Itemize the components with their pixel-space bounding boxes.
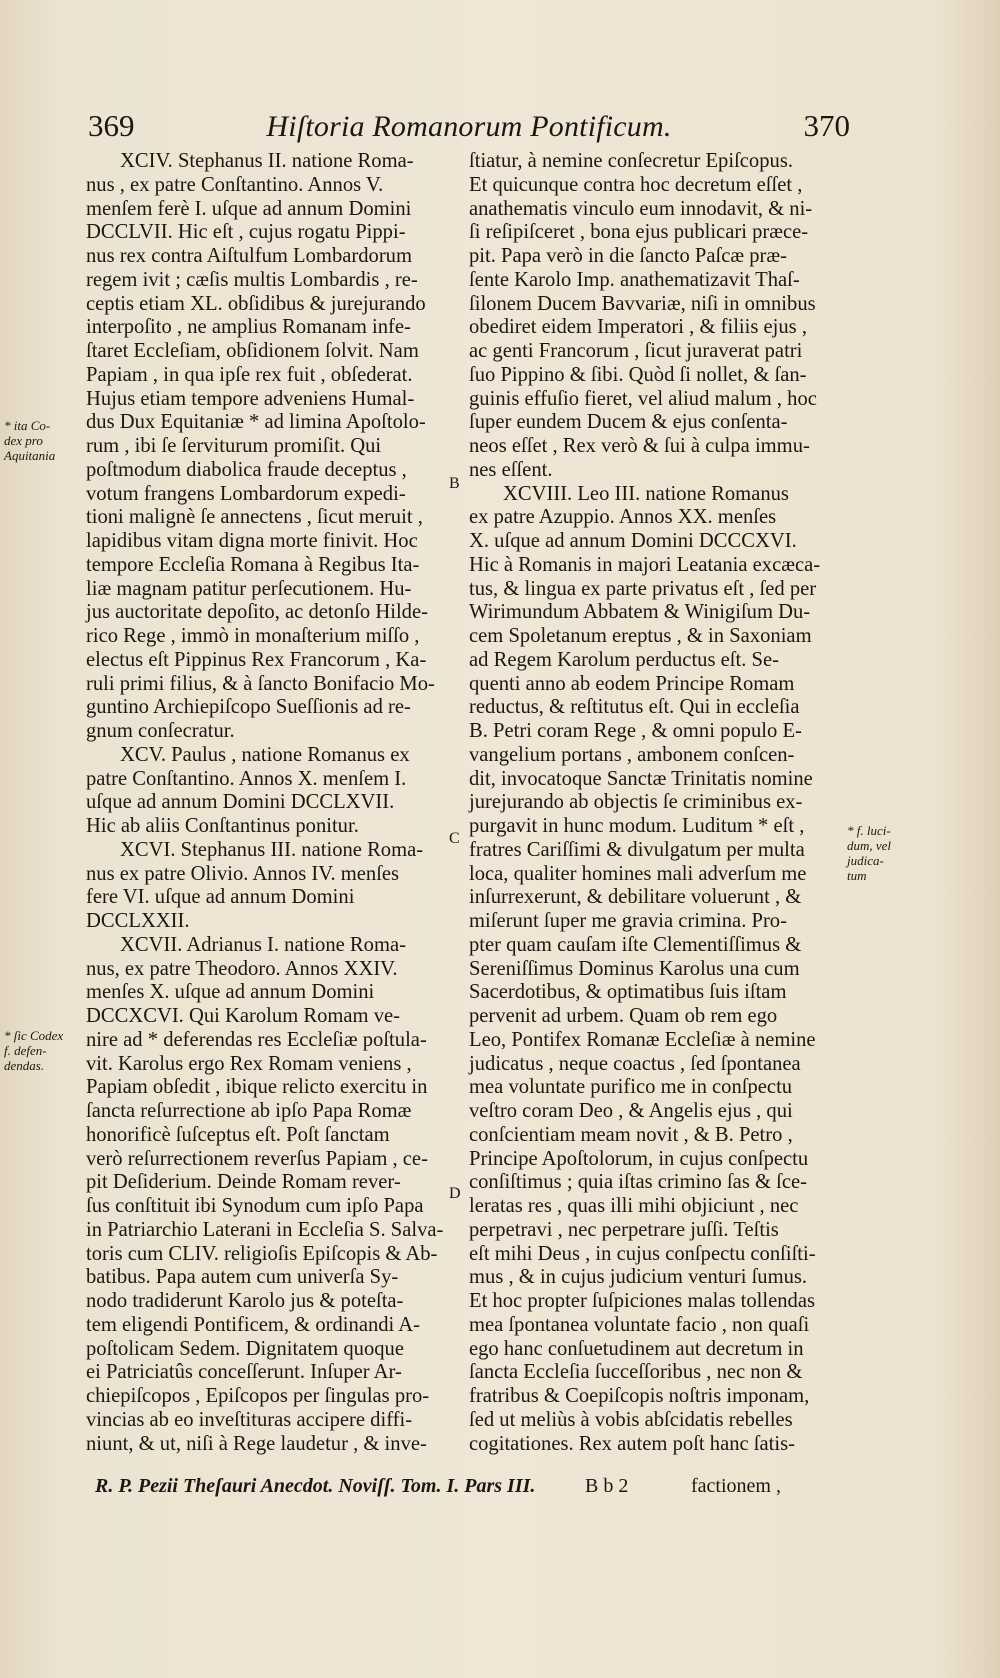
text-line: ego hanc conſuetudinem aut decretum in (469, 1337, 804, 1360)
text-line: inſurrexerunt, & debilitare voluerunt , & (469, 886, 802, 909)
text-line: leratas res , quas illi mihi objiciunt , nec (469, 1195, 799, 1217)
text-line: ſed ut meliùs à vobis abſcidatis rebelles (469, 1408, 793, 1431)
text-line: vit. Karolus ergo Rex Romam veniens , (86, 1052, 412, 1075)
text-line: Et hoc propter ſuſpiciones malas tollendas (469, 1290, 816, 1312)
running-title: Hiſtoria Romanorum Pontificum. (266, 110, 672, 143)
text-line: jus auctoritate depoſito, ac detonſo Hilde- (86, 601, 428, 624)
text-line: mea voluntate purifico me in conſpectu (469, 1076, 793, 1099)
right-text-column (469, 150, 841, 1456)
page-number-right: 370 (803, 108, 850, 143)
text-line: nodo tradiderunt Karolo jus & poteſta- (86, 1290, 404, 1312)
catchword: factionem , (691, 1475, 781, 1497)
text-line: ad Regem Karolum perductus eſt. Se- (469, 648, 779, 671)
margin-note-lucidum: * f. luci- dum, vel judica- tum (847, 823, 892, 883)
text-line: liæ magnam patitur perſecutionem. Hu- (86, 577, 412, 600)
text-line: votum frangens Lombardorum expedi- (86, 482, 406, 505)
margin-note-sic-codex: * ſic Codex f. defen- dendas. (4, 1028, 64, 1073)
text-line: XCVIII. Leo III. natione Romanus (503, 482, 789, 505)
text-line: B. Petri coram Rege , & omni populo E- (469, 720, 802, 742)
text-line: ſtiatur, à nemine conſecretur Epiſcopus. (469, 150, 793, 172)
text-line: interpoſito , ne amplius Romanam infe- (86, 316, 411, 339)
text-line: Leo, Pontifex Romanæ Eccleſiæ à nemine (469, 1028, 816, 1051)
text-line: toris cum CLIV. religioſis Epiſcopis & Ab- (86, 1242, 438, 1265)
text-line: X. uſque ad annum Domini DCCCXVI. (469, 530, 797, 552)
footer-source: R. P. Pezii Theſauri Anecdot. Noviſſ. Tom. I. Pars III. (95, 1475, 536, 1497)
text-line: DCCLXXII. (86, 910, 190, 932)
text-line: Hic à Romanis in majori Leatania excæca- (469, 553, 821, 576)
signature-mark: B b 2 (585, 1475, 629, 1497)
text-line: Hujus etiam tempore adveniens Humal- (86, 387, 415, 410)
text-line: tus, & lingua ex parte privatus eſt , ſed per (469, 577, 817, 600)
text-line: veſtro coram Deo , & Angelis ejus , qui (469, 1100, 793, 1122)
text-line: uſque ad annum Domini DCCLXVII. (86, 791, 395, 814)
text-line: chiepiſcopos , Epiſcopos per ſingulas pro- (86, 1385, 430, 1407)
text-line: batibus. Papa autem cum univerſa Sy- (86, 1266, 399, 1289)
text-line: XCVII. Adrianus I. natione Roma- (120, 933, 406, 956)
text-line: purgavit in hunc modum. Luditum * eſt , (469, 815, 805, 837)
text-line: Papiam , in qua ipſe rex fuit , obſederat. (86, 363, 413, 386)
text-line: ſuo Pippino & ſibi. Quòd ſi nollet, & ſan- (469, 363, 807, 386)
text-line: verò reſurrectionem reverſus Papiam , ce- (86, 1147, 428, 1170)
text-line: fere VI. uſque ad annum Domini (86, 886, 355, 909)
page-header (88, 108, 850, 152)
text-line: anathematis vinculo eum innodavit, & ni- (469, 197, 813, 220)
text-line: fratres Cariſſimi & divulgatum per multa (469, 838, 805, 861)
text-line: menſem ferè I. uſque ad annum Domini (86, 197, 412, 220)
text-line: neos eſſet , Rex verò & ſui à culpa immu- (469, 435, 810, 457)
text-line: nus, ex patre Theodoro. Annos XXIV. (86, 957, 398, 980)
text-line: reductus, & reſtitutus eſt. Qui in eccleſia (469, 696, 800, 719)
text-line: XCIV. Stephanus II. natione Roma- (120, 150, 414, 172)
text-line: regem ivit ; cæſis multis Lombardis , re- (86, 268, 418, 291)
text-line: Sacerdotibus, & optimatibus ſuis iſtam (469, 981, 787, 1004)
text-line: guntino Archiepiſcopo Sueſſionis ad re- (86, 696, 411, 719)
text-line: dus Dux Equitaniæ * ad limina Apoſtolo- (86, 411, 426, 434)
text-line: tempore Eccleſia Romana à Regibus Ita- (86, 553, 420, 576)
text-line: ſuper eundem Ducem & ejus conſenta- (469, 411, 788, 434)
text-line: ſancta reſurrectione ab ipſo Papa Romæ (86, 1100, 412, 1122)
text-line: mea ſpontanea voluntate facio , non quaſi (469, 1313, 810, 1336)
text-line: eſt mihi Deus , in cujus conſpectu conſiſti- (469, 1242, 816, 1265)
text-line: gnum conſecratur. (86, 720, 235, 742)
text-line: mus , & in cujus judicium venturi ſumus. (469, 1266, 808, 1289)
text-line: nire ad * deferendas res Eccleſiæ poſtula- (86, 1028, 427, 1051)
text-line: ſtaret Eccleſiam, obſidionem ſolvit. Nam (86, 340, 419, 362)
text-line: pervenit ad urbem. Quam ob rem ego (469, 1005, 778, 1027)
text-line: ac genti Francorum , ſicut juraverat patri (469, 340, 803, 362)
margin-note-ita-codex: * ita Co- dex pro Aquitania (4, 418, 56, 463)
text-line: nes eſſent. (469, 458, 553, 481)
text-line: ſancta Eccleſia ſucceſſoribus , nec non & (469, 1361, 803, 1384)
text-line: Sereniſſimus Dominus Karolus una cum (469, 957, 800, 980)
text-line: cem Spoletanum ereptus , & in Saxoniam (469, 625, 812, 647)
text-line: Hic ab aliis Conſtantinus ponitur. (86, 815, 359, 837)
text-line: XCV. Paulus , natione Romanus ex (120, 743, 410, 766)
text-line: pit Deſiderium. Deinde Romam rever- (86, 1171, 401, 1194)
text-line: quenti anno ab eodem Principe Romam (469, 672, 795, 695)
text-line: electus eſt Pippinus Rex Francorum , Ka- (86, 648, 427, 671)
text-line: ſi reſipiſceret , bona ejus publicari præce- (469, 221, 809, 244)
text-line: miſerunt ſuper me gravia crimina. Pro- (469, 910, 787, 932)
text-line: XCVI. Stephanus III. natione Roma- (120, 838, 424, 861)
text-line: poſtmodum diabolica fraude deceptus , (86, 458, 407, 481)
text-line: jurejurando ab objectis ſe criminibus ex- (469, 791, 803, 814)
text-line: pter quam cauſam iſte Clementiſſimus & (469, 933, 802, 956)
text-line: Wirimundum Abbatem & Winigiſum Du- (469, 601, 811, 624)
section-marker-d: D (449, 1185, 461, 1202)
left-text-column (86, 150, 458, 1456)
text-line: vangelium portans , ambonem conſcen- (469, 743, 795, 766)
text-line: conſiſtimus ; quia iſtas crimino ſas & ſce- (469, 1171, 808, 1194)
text-line: judicatus , neque coactus , ſed ſpontanea (469, 1052, 801, 1075)
text-line: poſtolicam Sedem. Dignitatem quoque (86, 1337, 404, 1360)
page-footer (95, 1475, 855, 1501)
text-line: menſes X. uſque ad annum Domini (86, 981, 375, 1004)
text-line: nus ex patre Olivio. Annos IV. menſes (86, 862, 400, 885)
text-line: obediret eidem Imperatori , & filiis ejus , (469, 316, 807, 339)
text-line: dit, invocatoque Sanctæ Trinitatis nomine (469, 767, 813, 790)
text-line: niunt, & ut, niſi à Rege laudetur , & inve- (86, 1432, 427, 1455)
text-line: rico Rege , immò in monaſterium miſſo , (86, 625, 420, 647)
text-line: ceptis etiam XL. obſidibus & jurejurando (86, 292, 426, 315)
text-line: Principe Apoſtolorum, in cujus conſpectu (469, 1147, 809, 1170)
text-line: ruli primi filius, & à ſancto Bonifacio Mo- (86, 672, 435, 695)
text-line: tem eligendi Pontificem, & ordinandi A- (86, 1313, 421, 1336)
text-line: nus rex contra Aiſtulfum Lombardorum (86, 245, 413, 267)
text-line: guinis effuſio fieret, vel aliud malum , hoc (469, 387, 817, 410)
section-marker-c: C (449, 830, 460, 847)
text-line: vincias ab eo inveſtituras accipere diffi- (86, 1408, 413, 1431)
text-line: loca, qualiter homines mali adverſum me (469, 862, 807, 885)
section-marker-b: B (449, 475, 460, 492)
text-line: rum , ibi ſe ſerviturum promiſit. Qui (86, 435, 382, 457)
text-line: cogitationes. Rex autem poſt hanc ſatis- (469, 1432, 795, 1455)
text-line: pit. Papa verò in die ſancto Paſcæ præ- (469, 245, 787, 267)
text-line: fratribus & Coepiſcopis noſtris imponam, (469, 1385, 810, 1407)
text-line: Et quicunque contra hoc decretum eſſet , (469, 173, 803, 196)
text-line: ei Patriciatûs conceſſerunt. Inſuper Ar- (86, 1361, 402, 1384)
text-line: Papiam obſedit , ibique relicto exercitu in (86, 1076, 428, 1099)
text-line: conſcientiam meam novit , & B. Petro , (469, 1123, 793, 1146)
page-number-left: 369 (88, 108, 135, 143)
text-line: perpetravi , nec perpetrare juſſi. Teſtis (469, 1218, 779, 1241)
text-line: tioni malignè ſe annectens , ſicut meruit , (86, 506, 423, 529)
text-line: patre Conſtantino. Annos X. menſem I. (86, 767, 407, 790)
text-line: ſilonem Ducem Bavvariæ, niſi in omnibus (469, 292, 816, 315)
text-line: ſus conſtituit ibi Synodum cum ipſo Papa (86, 1195, 424, 1217)
text-line: lapidibus vitam digna morte finivit. Hoc (86, 530, 418, 552)
text-line: in Patriarchio Laterani in Eccleſia S. Salva- (86, 1218, 444, 1241)
text-line: ſente Karolo Imp. anathematizavit Thaſ- (469, 268, 800, 291)
text-line: honorificè ſuſceptus eſt. Poſt ſanctam (86, 1123, 390, 1146)
text-line: DCCLVII. Hic eſt , cujus rogatu Pippi- (86, 221, 406, 244)
text-line: nus , ex patre Conſtantino. Annos V. (86, 173, 384, 196)
text-line: DCCXCVI. Qui Karolum Romam ve- (86, 1005, 401, 1027)
text-line: ex patre Azuppio. Annos XX. menſes (469, 506, 777, 529)
